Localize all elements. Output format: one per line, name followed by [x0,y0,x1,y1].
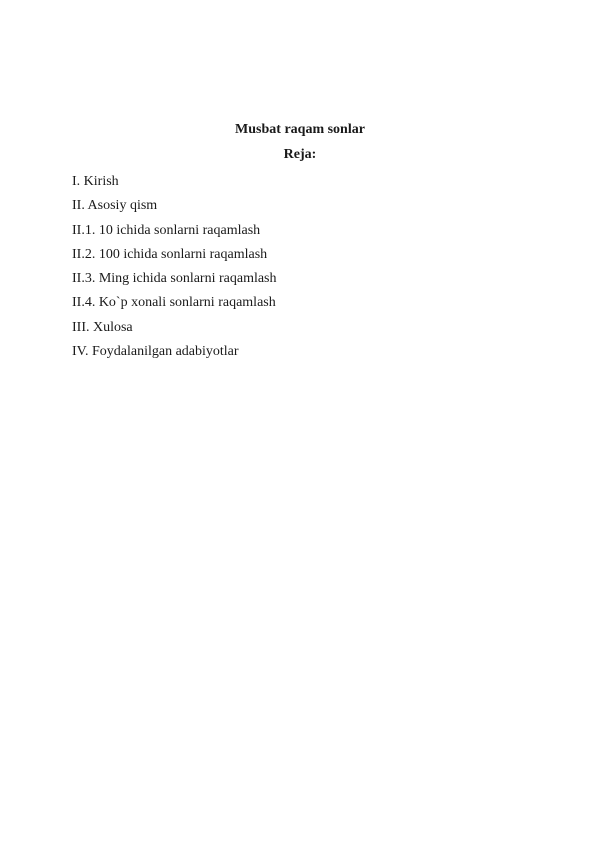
plan-item-section-3: II.3. Ming ichida sonlarni raqamlash [72,271,277,287]
plan-heading: Reja: [283,147,317,162]
plan-item-section-4: II.4. Ko`p xonali sonlarni raqamlash [72,295,276,311]
document-title: Musbat raqam sonlar [235,122,365,137]
plan-item-references: IV. Foydalanilgan adabiyotlar [72,344,239,360]
plan-item-conclusion: III. Xulosa [72,319,133,335]
plan-item-section-2: II.2. 100 ichida sonlarni raqamlash [72,246,268,262]
plan-item-section-1: II.1. 10 ichida sonlarni raqamlash [72,222,261,238]
plan-item-intro: I. Kirish [72,174,119,189]
plan-item-main-part: II. Asosiy qism [72,198,158,214]
plan-list [72,170,277,364]
